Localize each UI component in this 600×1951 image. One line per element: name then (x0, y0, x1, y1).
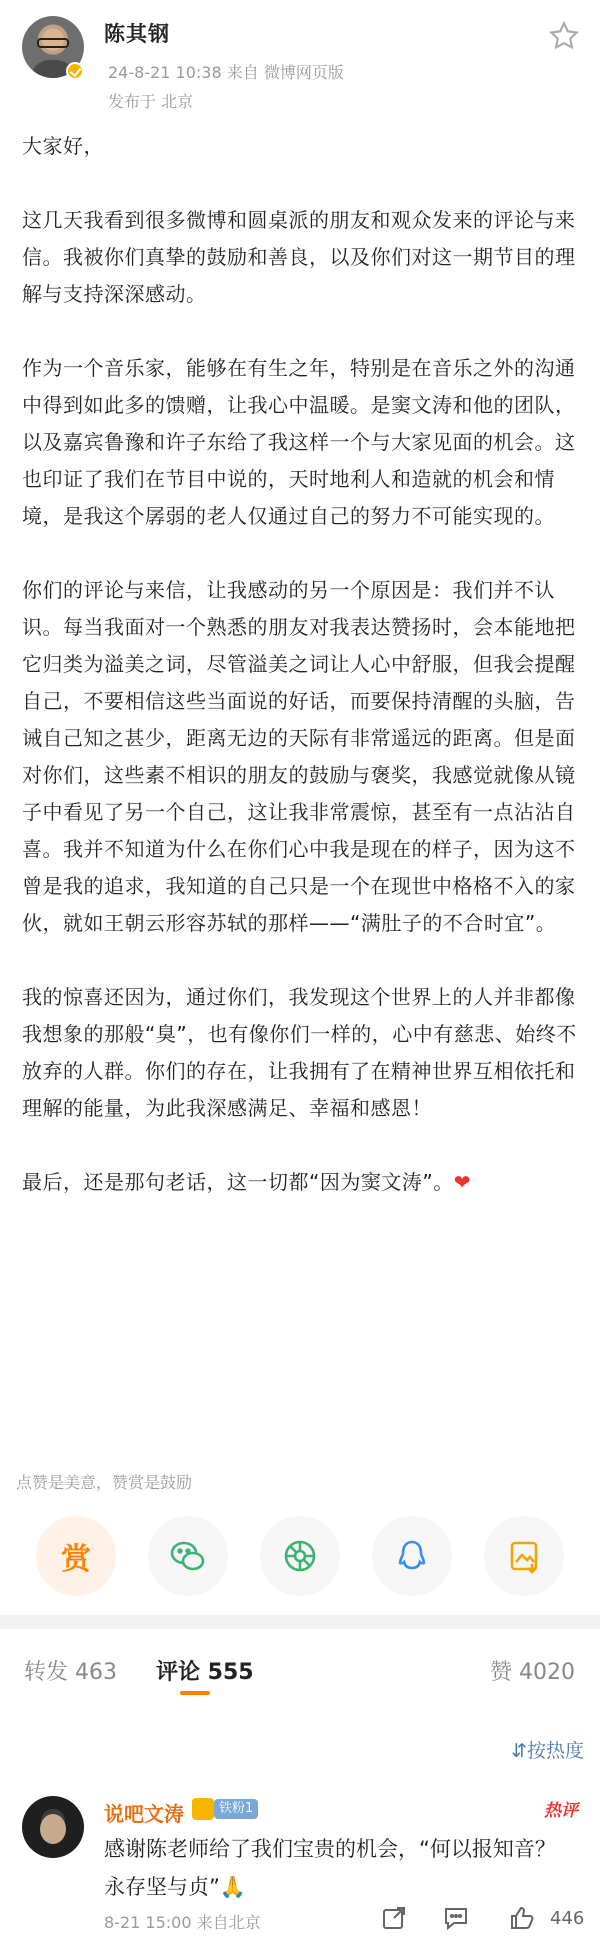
post-paragraph: 我的惊喜还因为，通过你们，我发现这个世界上的人并非都像我想象的那般“臭”，也有像你们一样的，心中有慈悲、始终不放弃的人群。你们的存在，让我拥有了在精神世界互相依托和理解的能量，为此我深感满足、幸福和感恩！ (22, 985, 577, 1120)
hot-comment-badge: 热评 (544, 1801, 578, 1821)
comment-text: 感谢陈老师给了我们宝贵的机会，“何以报知音？永存坚与贞”🙏 (104, 1837, 556, 1899)
fan-badge: 铁粉1 (214, 1799, 258, 1819)
comment-meta: 8-21 15:00 来自北京 (104, 1913, 261, 1932)
post-paragraph-text: 最后，还是那句老话，这一切都“因为窦文涛”。 (22, 1170, 454, 1194)
reward-button[interactable]: 赏 (36, 1516, 116, 1596)
thumbs-up-icon[interactable] (508, 1904, 536, 1932)
avatar-glasses (37, 38, 69, 48)
post-paragraph: 大家好， (22, 134, 104, 158)
wechat-icon (166, 1534, 210, 1578)
moments-share-button[interactable] (260, 1516, 340, 1596)
post-header (0, 0, 600, 120)
save-image-button[interactable] (484, 1516, 564, 1596)
like-count: 446 (550, 1908, 585, 1929)
sort-label: 按热度 (526, 1740, 584, 1762)
reward-hint: 点赞是美意，赞赏是鼓励 (16, 1473, 193, 1492)
post-paragraph: 这几天我看到很多微博和圆桌派的朋友和观众发来的评论与来信。我被你们真挚的鼓励和善良，以及你们对这一期节目的理解与支持深深感动。 (22, 208, 576, 306)
image-download-icon (502, 1534, 546, 1578)
tab-repost[interactable]: 转发 463 (24, 1660, 117, 1685)
share-icon[interactable] (380, 1904, 408, 1932)
post-body (22, 128, 578, 1238)
post-paragraph: 作为一个音乐家，能够在有生之年，特别是在音乐之外的沟通中得到如此多的馈赠，让我心中温暖。是窦文涛和他的团队，以及嘉宾鲁豫和许子东给了我这样一个与大家见面的机会。这也印证了我们在节目中说的，天时地利人和造就的机会和情境，是我这个孱弱的老人仅通过自己的努力不可能实现的。 (22, 356, 576, 528)
star-icon[interactable] (548, 20, 580, 52)
sort-bar (0, 1730, 600, 1770)
sort-icon: ⇵ (511, 1740, 527, 1762)
comment-item (0, 1780, 600, 1951)
tab-comment[interactable]: 评论 555 (156, 1660, 254, 1685)
wechat-share-button[interactable] (148, 1516, 228, 1596)
tab-like[interactable]: 赞 4020 (490, 1660, 575, 1685)
sort-toggle[interactable] (511, 1736, 584, 1763)
post-paragraph: 你们的评论与来信，让我感动的另一个原因是：我们并不认识。每当我面对一个熟悉的朋友对我表达赞扬时，会本能地把它归类为溢美之词，尽管溢美之词让人心中舒服，但我会提醒自己，不要相信这些当面说的好话，而要保持清醒的头脑，告诫自己知之甚少，距离无边的天际有非常遥远的距离。但是面对你们，这些素不相识的朋友的鼓励与褒奖，我感觉就像从镜子中看见了另一个自己，这让我非常震惊，甚至有一点沾沾自喜。我并不知道为什么在你们心中我是现在的样子，因为这不曾是我的追求，我知道的自己只是一个在现世中格格不入的家伙，就如王朝云形容苏轼的那样——“满肚子的不合时宜”。 (22, 578, 576, 935)
active-tab-indicator (180, 1691, 210, 1695)
reply-icon[interactable] (442, 1904, 470, 1932)
post-paragraph-last (22, 1164, 578, 1201)
post-location: 发布于 北京 (108, 92, 194, 111)
post-meta: 24-8-21 10:38 来自 微博网页版 (108, 63, 344, 82)
moments-icon (278, 1534, 322, 1578)
verified-badge-icon (66, 62, 84, 80)
share-row (0, 1516, 600, 1596)
commenter-avatar[interactable] (22, 1796, 84, 1858)
qq-share-button[interactable] (372, 1516, 452, 1596)
commenter-name[interactable]: 说吧文涛 (104, 1802, 184, 1826)
qq-icon (390, 1534, 434, 1578)
comment-actions (380, 1904, 600, 1936)
author-name[interactable]: 陈其钢 (104, 22, 170, 46)
section-divider (0, 1615, 600, 1629)
engagement-tabs (0, 1629, 600, 1719)
crown-badge-icon (192, 1798, 214, 1820)
heart-icon: ❤ (453, 1170, 471, 1194)
